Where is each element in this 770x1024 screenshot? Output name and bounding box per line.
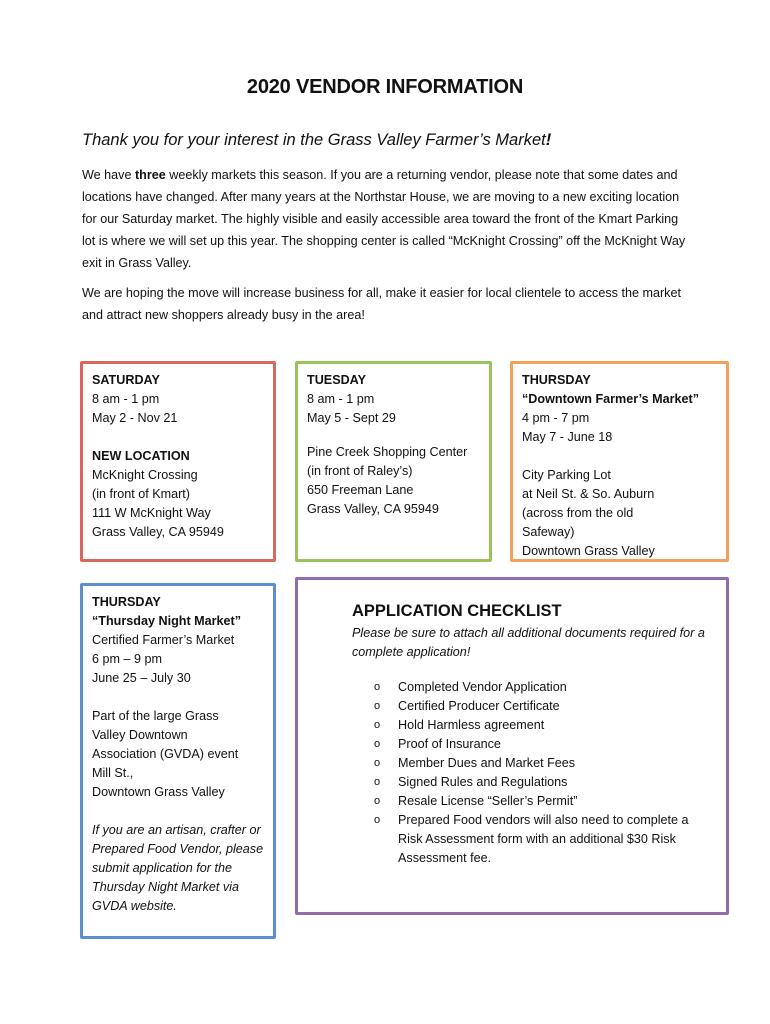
thursday-downtown-time: 4 pm - 7 pm bbox=[522, 411, 590, 425]
tuesday-city: Grass Valley, CA 95949 bbox=[307, 502, 439, 516]
thursday-downtown-note-2: Safeway) bbox=[522, 525, 575, 539]
saturday-market-box bbox=[80, 361, 276, 562]
tuesday-note: (in front of Raley’s) bbox=[307, 464, 413, 478]
bullet-icon: o bbox=[374, 738, 381, 750]
checklist-item-text: Signed Rules and Regulations bbox=[398, 775, 568, 789]
saturday-time: 8 am - 1 pm bbox=[92, 392, 160, 406]
thursday-downtown-address: at Neil St. & So. Auburn bbox=[522, 487, 655, 501]
checklist-item-text: Resale License “Seller’s Permit” bbox=[398, 794, 578, 808]
thursday-night-dates: June 25 – July 30 bbox=[92, 671, 191, 685]
checklist-item-text: Completed Vendor Application bbox=[398, 680, 567, 694]
checklist-item bbox=[374, 792, 712, 811]
checklist-item bbox=[374, 735, 712, 754]
saturday-day: SATURDAY bbox=[92, 373, 160, 387]
thursday-downtown-market-box bbox=[510, 361, 729, 562]
thursday-downtown-day: THURSDAY bbox=[522, 373, 591, 387]
thursday-night-market-box bbox=[80, 583, 276, 939]
saturday-city: Grass Valley, CA 95949 bbox=[92, 525, 224, 539]
thursday-night-place: Mill St., bbox=[92, 766, 134, 780]
checklist-item bbox=[374, 678, 712, 697]
bullet-icon: o bbox=[374, 776, 381, 788]
checklist-items bbox=[352, 678, 712, 868]
thursday-night-note: If you are an artisan, crafter or Prepared Food Vendor, please submit application for the Thursday Night Market via GVDA website. bbox=[92, 823, 264, 913]
thursday-night-desc-3: Association (GVDA) event bbox=[92, 747, 239, 761]
thursday-downtown-city: Downtown Grass Valley bbox=[522, 544, 655, 558]
page-title: 2020 VENDOR INFORMATION bbox=[246, 76, 524, 98]
saturday-dates: May 2 - Nov 21 bbox=[92, 411, 178, 425]
page-subtitle bbox=[82, 131, 722, 150]
intro-p1-before: We have bbox=[82, 168, 135, 182]
saturday-address: 111 W McKnight Way bbox=[92, 506, 211, 520]
subtitle-exclamation: ! bbox=[545, 131, 552, 149]
thursday-night-type: Certified Farmer’s Market bbox=[92, 633, 235, 647]
thursday-downtown-name: “Downtown Farmer’s Market” bbox=[522, 392, 700, 406]
tuesday-day: TUESDAY bbox=[307, 373, 367, 387]
checklist-item bbox=[374, 754, 712, 773]
tuesday-market-box bbox=[295, 361, 492, 562]
thursday-downtown-dates: May 7 - June 18 bbox=[522, 430, 613, 444]
thursday-night-name: “Thursday Night Market” bbox=[92, 614, 242, 628]
checklist-item-text: Hold Harmless agreement bbox=[398, 718, 545, 732]
thursday-downtown-place: City Parking Lot bbox=[522, 468, 611, 482]
thursday-night-day: THURSDAY bbox=[92, 595, 161, 609]
thursday-downtown-note-1: (across from the old bbox=[522, 506, 634, 520]
bullet-icon: o bbox=[374, 757, 381, 769]
bullet-icon: o bbox=[374, 719, 381, 731]
intro-p1-after: weekly markets this season. If you are a returning vendor, please note that some dates and locations have changed. After many years at the Northstar House, we are moving to a new exciting location for our Saturday market. The highly visible and easily accessible area toward the front of the Kmart Parking lot is where we will set up this year. The shopping center is called “McKnight Crossing” off the McKnight Way exit in Grass Valley. bbox=[82, 168, 686, 270]
checklist-title: APPLICATION CHECKLIST bbox=[352, 602, 562, 620]
checklist-item bbox=[374, 697, 712, 716]
thursday-night-desc-2: Valley Downtown bbox=[92, 728, 188, 742]
saturday-new-location: NEW LOCATION bbox=[92, 449, 190, 463]
bullet-icon: o bbox=[374, 700, 381, 712]
thursday-night-city: Downtown Grass Valley bbox=[92, 785, 225, 799]
tuesday-address: 650 Freeman Lane bbox=[307, 483, 414, 497]
tuesday-dates: May 5 - Sept 29 bbox=[307, 411, 396, 425]
subtitle-text: Thank you for your interest in the Grass Valley Farmer’s Market bbox=[82, 131, 546, 149]
checklist-item bbox=[374, 773, 712, 792]
thursday-night-desc-1: Part of the large Grass bbox=[92, 709, 219, 723]
saturday-place: McKnight Crossing bbox=[92, 468, 198, 482]
bullet-icon: o bbox=[374, 795, 381, 807]
bullet-icon: o bbox=[374, 814, 381, 826]
bullet-icon: o bbox=[374, 681, 381, 693]
checklist-item-text: Certified Producer Certificate bbox=[398, 699, 560, 713]
intro-paragraph-1 bbox=[82, 164, 692, 274]
checklist-item bbox=[374, 716, 712, 735]
thursday-night-time: 6 pm – 9 pm bbox=[92, 652, 162, 666]
saturday-note: (in front of Kmart) bbox=[92, 487, 190, 501]
checklist-intro: Please be sure to attach all additional documents required for a complete application! bbox=[352, 626, 705, 659]
checklist-item bbox=[374, 811, 712, 868]
application-checklist-box bbox=[295, 577, 729, 915]
tuesday-time: 8 am - 1 pm bbox=[307, 392, 375, 406]
checklist-item-text: Prepared Food vendors will also need to complete a Risk Assessment form with an additional $30 Risk Assessment fee. bbox=[398, 813, 689, 865]
checklist-item-text: Proof of Insurance bbox=[398, 737, 501, 751]
intro-paragraph-2: We are hoping the move will increase business for all, make it easier for local clientele to access the market and attract new shoppers already busy in the area! bbox=[82, 286, 681, 322]
checklist-item-text: Member Dues and Market Fees bbox=[398, 756, 576, 770]
tuesday-place: Pine Creek Shopping Center bbox=[307, 445, 468, 459]
intro-p1-bold: three bbox=[134, 168, 166, 182]
